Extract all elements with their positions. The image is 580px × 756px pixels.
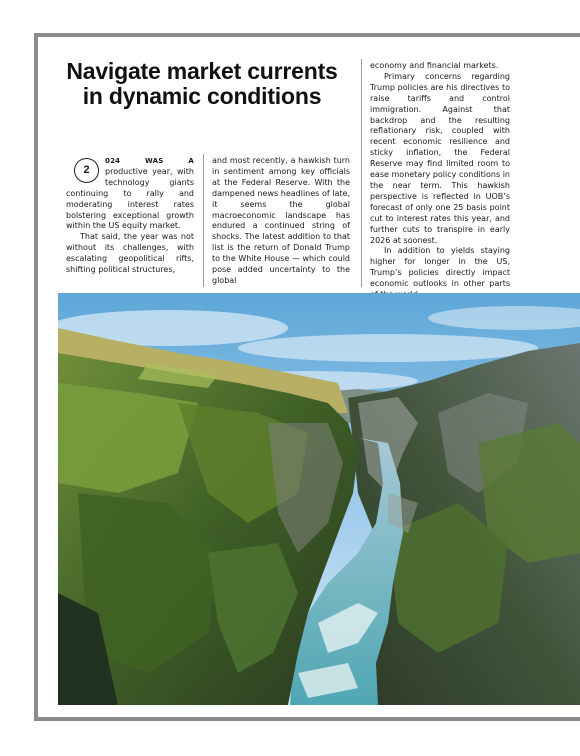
canyon-landscape-image [58,293,580,705]
paragraph-text: productive year, with technology giants continuing to rally and moderating interest rates bolstering exceptional growth within the US equity market. [66,166,194,231]
title-line-2: in dynamic conditions [82,83,322,109]
paragraph: and most recently, a hawkish turn in sentiment among key officials at the Federal Reserve. With the dampened news headlines of late, it seems the global macroeconomic landscape has endured a continued string of shocks. The latest addition to that list is the return of Donald Trump to the White House — which could pose added uncertainty to the global [212,156,350,285]
title-line-1: Navigate market currents [66,58,338,84]
article-column-3 [370,61,510,301]
column-divider-1 [203,154,204,287]
paragraph: Primary concerns regarding Trump policies are his directives to raise tariffs and control immigration. Against that backdrop and the resulting reflationary risk, coupled with recent economic resilience and sticky inflation, the Federal Reserve may find limited room to ease monetary policy conditions in the near term. This hawkish perspective is reflected in UOB’s forecast of only one 25 basis point cut to interest rates this year, and further cuts to transpire in early 2026 at soonest. [370,71,510,245]
lead-in: 024 WAS A [105,157,194,165]
column-divider-2 [361,59,362,287]
drop-cap: 2 [74,158,99,183]
paragraph: That said, the year was not without its challenges, with escalating geopolitical rifts, shifting political structures, [66,232,194,275]
article-column-1 [66,156,194,276]
paragraph: economy and financial markets. [370,61,499,70]
paragraph: In addition to yields staying higher for longer in the US, Trump’s policies directly impact economic outlooks in other parts [370,246,510,289]
article-column-2 [212,156,350,287]
canyon-photo [58,293,580,705]
paragraph [66,156,194,232]
magazine-page [38,37,580,717]
article-title [38,59,366,109]
